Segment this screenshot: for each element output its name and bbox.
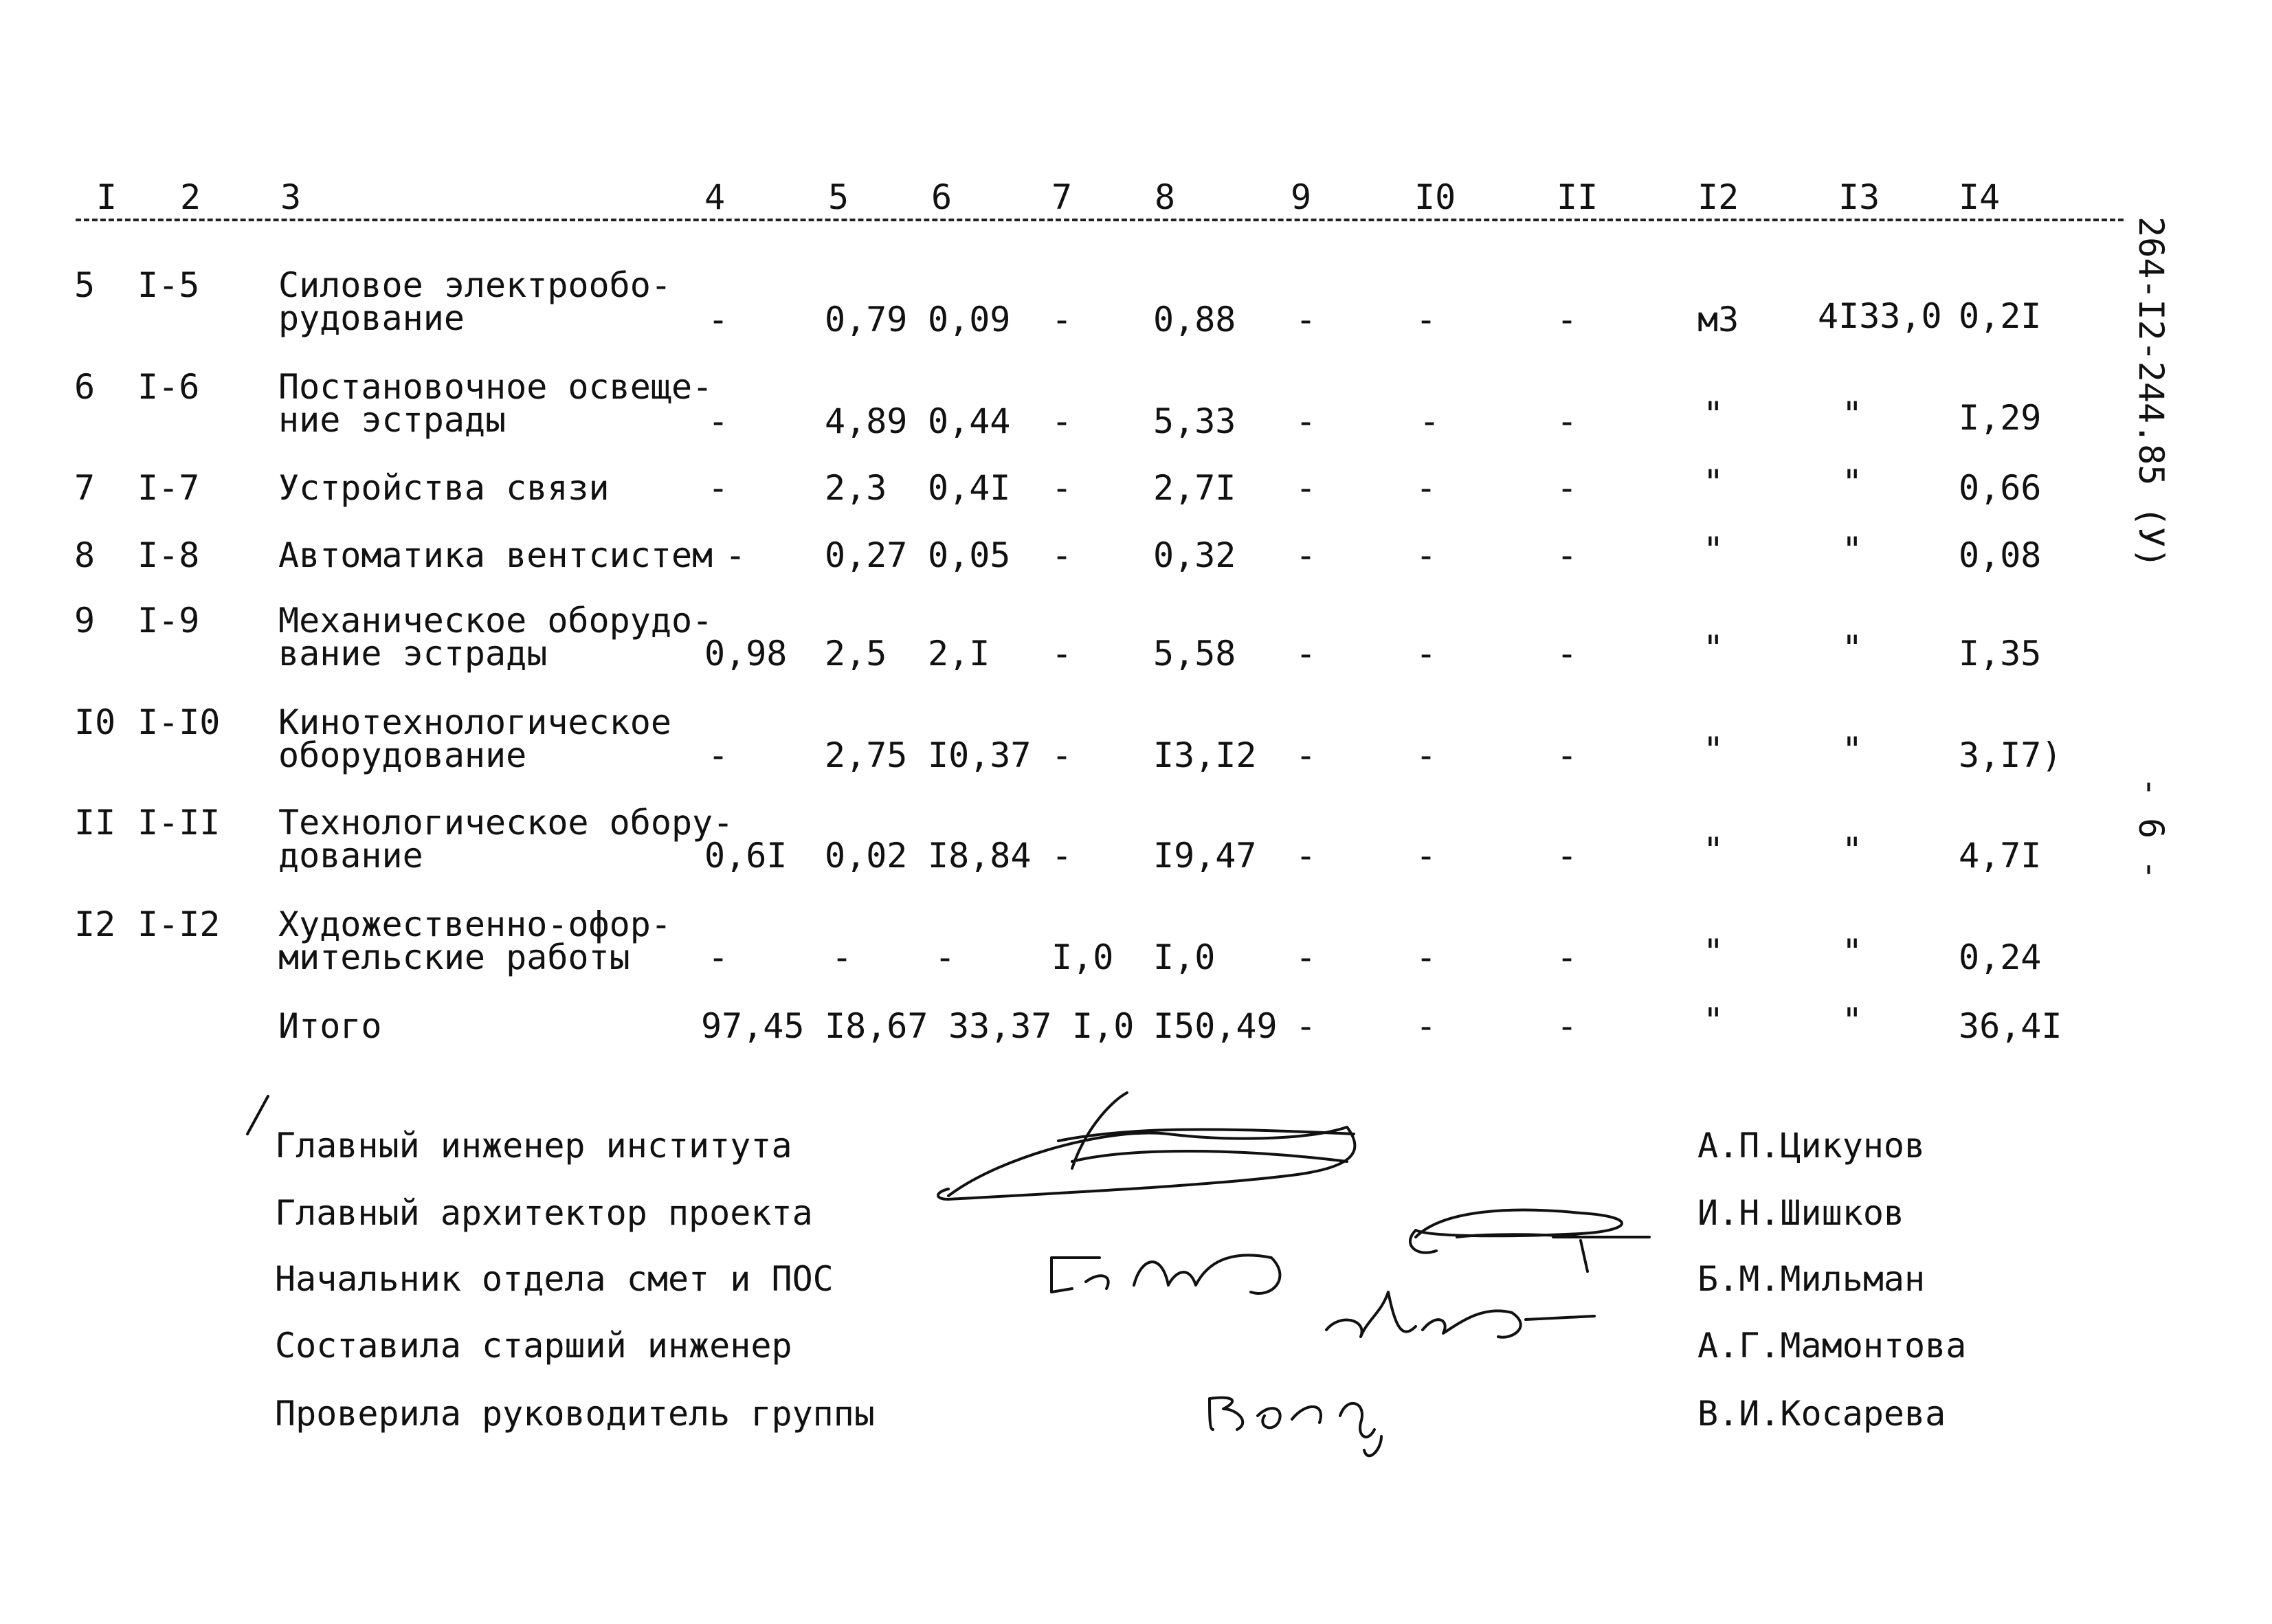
cell-col8: I9,47 (1153, 836, 1257, 876)
cell-col12: " (1703, 530, 1724, 570)
cell-col8: I,0 (1153, 937, 1216, 977)
signature-name-checked-by: В.И.Косарева (1697, 1394, 1946, 1434)
cell-col9: - (1295, 836, 1317, 876)
cell-col11: - (1557, 836, 1578, 876)
cell-col4: - (708, 401, 729, 441)
col-header-4: 4 (704, 177, 726, 217)
total-label: Итого (278, 1006, 382, 1046)
cell-col9: - (1295, 300, 1317, 340)
row-number: 6 (74, 367, 96, 407)
cell-col4: - (708, 468, 729, 508)
row-name-line2: мительские работы (278, 937, 630, 977)
row-number: I0 (74, 702, 116, 742)
cell-col12: " (1703, 932, 1724, 972)
cell-col7: - (1051, 401, 1073, 441)
cell-col10: - (1419, 401, 1440, 441)
col-header-13: I3 (1838, 177, 1880, 217)
cell-col10: - (1416, 836, 1437, 876)
row-name-line2: оборудование (278, 735, 527, 775)
total-col5: I8,67 (825, 1006, 928, 1046)
col-header-3: 3 (280, 177, 302, 217)
signature-name-chief-architect: И.Н.Шишков (1697, 1193, 1905, 1233)
cell-col5: 0,27 (825, 535, 908, 575)
cell-col7: - (1051, 468, 1073, 508)
cell-col9: - (1295, 634, 1317, 674)
row-number: 9 (74, 601, 96, 641)
cell-col8: 5,33 (1153, 401, 1236, 441)
cell-col12: " (1703, 830, 1724, 870)
cell-col5: 0,79 (825, 300, 908, 340)
cell-col12: " (1703, 394, 1724, 434)
cell-col14: 0,66 (1959, 468, 2042, 508)
row-code: I-I2 (137, 904, 221, 944)
cell-col9: - (1295, 401, 1317, 441)
row-number: 8 (74, 535, 96, 575)
cell-col6: I8,84 (928, 836, 1032, 876)
row-name-line2: рудование (278, 298, 465, 338)
cell-col6: 2,I (928, 634, 990, 674)
cell-col12: " (1703, 730, 1724, 770)
cell-col7: I,0 (1051, 937, 1114, 977)
col-header-9: 9 (1291, 177, 1312, 217)
total-col7: I,0 (1072, 1006, 1135, 1046)
row-number: II (74, 803, 116, 843)
cell-col5: 4,89 (825, 401, 908, 441)
row-name-line1: Постановочное освеще- (278, 367, 713, 407)
row-name-line1: Силовое электрообо- (278, 265, 671, 305)
row-number: 5 (74, 265, 96, 305)
signature-title-compiled-by: Составила старший инженер (275, 1326, 792, 1366)
cell-col8: 0,32 (1153, 535, 1236, 575)
cell-col13: " (1842, 730, 1863, 770)
col-header-2: 2 (180, 177, 201, 217)
margin-tick-mark (247, 1096, 268, 1134)
total-col13: " (1842, 1001, 1863, 1041)
signature-scribble-1 (938, 1093, 1355, 1199)
page-number: - 6 - (2131, 777, 2171, 880)
col-header-7: 7 (1051, 177, 1073, 217)
cell-col11: - (1557, 735, 1578, 775)
cell-col10: - (1416, 634, 1437, 674)
cell-col10: - (1416, 535, 1437, 575)
cell-col7: - (1051, 634, 1073, 674)
row-code: I-8 (137, 535, 200, 575)
col-header-10: I0 (1414, 177, 1456, 217)
signature-name-chief-engineer: А.П.Цикунов (1697, 1126, 1926, 1166)
total-col8: I50,49 (1153, 1006, 1278, 1046)
signature-scribble-3 (1051, 1255, 1280, 1293)
cell-col6: I0,37 (928, 735, 1032, 775)
cell-col10: - (1416, 937, 1437, 977)
total-col10: - (1416, 1006, 1437, 1046)
cell-col13: " (1842, 830, 1863, 870)
cell-col4: - (708, 937, 729, 977)
cell-col13: " (1842, 394, 1863, 434)
cell-col6: 0,05 (928, 535, 1011, 575)
cell-col9: - (1295, 735, 1317, 775)
signature-name-estimates-head: Б.М.Мильман (1697, 1259, 1926, 1299)
row-name-line1: Кинотехнологическое (278, 702, 671, 742)
row-name-line1: Художественно-офор- (278, 904, 671, 944)
row-name-line1: Технологическое обору- (278, 803, 734, 843)
cell-col9: - (1295, 937, 1317, 977)
cell-col14: I,35 (1959, 634, 2042, 674)
signature-name-compiled-by: А.Г.Мамонтова (1697, 1326, 1967, 1366)
cell-col12: " (1703, 463, 1724, 502)
total-col11: - (1557, 1006, 1578, 1046)
cell-col5: 2,5 (825, 634, 887, 674)
cell-col6: 0,44 (928, 401, 1011, 441)
cell-col13: 4I33,0 (1818, 296, 1942, 336)
col-header-14: I4 (1959, 177, 2001, 217)
cell-col11: - (1557, 300, 1578, 340)
row-number: 7 (74, 468, 96, 508)
cell-col7: - (1051, 836, 1073, 876)
cell-col8: 5,58 (1153, 634, 1236, 674)
cell-col14: 0,08 (1959, 535, 2042, 575)
cell-col11: - (1557, 468, 1578, 508)
row-name-line1: Механическое оборудо- (278, 601, 713, 641)
cell-col14: I,29 (1959, 398, 2042, 438)
col-header-8: 8 (1155, 177, 1176, 217)
cell-col4: 0,98 (704, 634, 788, 674)
cell-col14: 3,I7) (1959, 735, 2062, 775)
signature-scribble-2 (1410, 1210, 1649, 1271)
row-name-line2: дование (278, 836, 423, 876)
row-name-line1: Автоматика вентсистем (278, 535, 713, 575)
row-code: I-6 (137, 367, 200, 407)
header-dashed-rule (76, 219, 2124, 221)
row-code: I-I0 (137, 702, 221, 742)
signature-scribble-5 (1210, 1398, 1381, 1456)
cell-col10: - (1416, 468, 1437, 508)
row-number: I2 (74, 904, 116, 944)
col-header-11: II (1557, 177, 1599, 217)
total-col14: 36,4I (1959, 1006, 2062, 1046)
cell-col6: 0,4I (928, 468, 1011, 508)
row-name-line2: вание эстрады (278, 634, 548, 674)
cell-col6: - (935, 937, 956, 977)
cell-col11: - (1557, 937, 1578, 977)
cell-col7: - (1051, 735, 1073, 775)
row-code: I-7 (137, 468, 200, 508)
cell-col5: 2,75 (825, 735, 908, 775)
row-code: I-5 (137, 265, 200, 305)
cell-col10: - (1416, 300, 1437, 340)
cell-col8: 2,7I (1153, 468, 1236, 508)
total-col4: 97,45 (701, 1006, 805, 1046)
col-header-12: I2 (1697, 177, 1739, 217)
col-header-6: 6 (931, 177, 953, 217)
cell-col13: " (1842, 530, 1863, 570)
cell-col11: - (1557, 634, 1578, 674)
row-name-line2: ние эстрады (278, 400, 506, 440)
cell-col5: 2,3 (825, 468, 887, 508)
cell-col9: - (1295, 468, 1317, 508)
cell-col4: 0,6I (704, 836, 788, 876)
cell-col4: - (708, 735, 729, 775)
row-name-line1: Устройства связи (278, 468, 610, 508)
col-header-1: I (96, 177, 118, 217)
cell-col7: - (1051, 300, 1073, 340)
cell-col5: 0,02 (825, 836, 908, 876)
signature-title-checked-by: Проверила руководитель группы (275, 1394, 875, 1434)
cell-col11: - (1557, 401, 1578, 441)
col-header-5: 5 (828, 177, 849, 217)
cell-col10: - (1416, 735, 1437, 775)
cell-col6: 0,09 (928, 300, 1011, 340)
cell-col9: - (1295, 535, 1317, 575)
total-col9: - (1295, 1006, 1317, 1046)
total-col12: " (1703, 1001, 1724, 1041)
cell-col4: - (725, 535, 746, 575)
cell-col13: " (1842, 932, 1863, 972)
signature-title-estimates-head: Начальник отдела смет и ПОС (275, 1259, 834, 1299)
signature-title-chief-architect: Главный архитектор проекта (275, 1193, 813, 1233)
cell-col5: - (832, 937, 853, 977)
cell-col8: I3,I2 (1153, 735, 1257, 775)
cell-col7: - (1051, 535, 1073, 575)
signature-title-chief-engineer: Главный инженер института (275, 1126, 792, 1166)
document-code: 264-I2-244.85 (У) (2131, 216, 2171, 568)
cell-col8: 0,88 (1153, 300, 1236, 340)
cell-col14: 0,2I (1959, 296, 2042, 336)
cell-col13: " (1842, 628, 1863, 668)
total-col6: 33,37 (948, 1006, 1052, 1046)
cell-col13: " (1842, 463, 1863, 502)
cell-col12: м3 (1697, 300, 1739, 340)
cell-col4: - (708, 300, 729, 340)
row-code: I-9 (137, 601, 200, 641)
signature-scribble-4 (1326, 1292, 1594, 1337)
cell-col12: " (1703, 628, 1724, 668)
cell-col14: 4,7I (1959, 836, 2042, 876)
row-code: I-II (137, 803, 221, 843)
cell-col14: 0,24 (1959, 937, 2042, 977)
cell-col11: - (1557, 535, 1578, 575)
